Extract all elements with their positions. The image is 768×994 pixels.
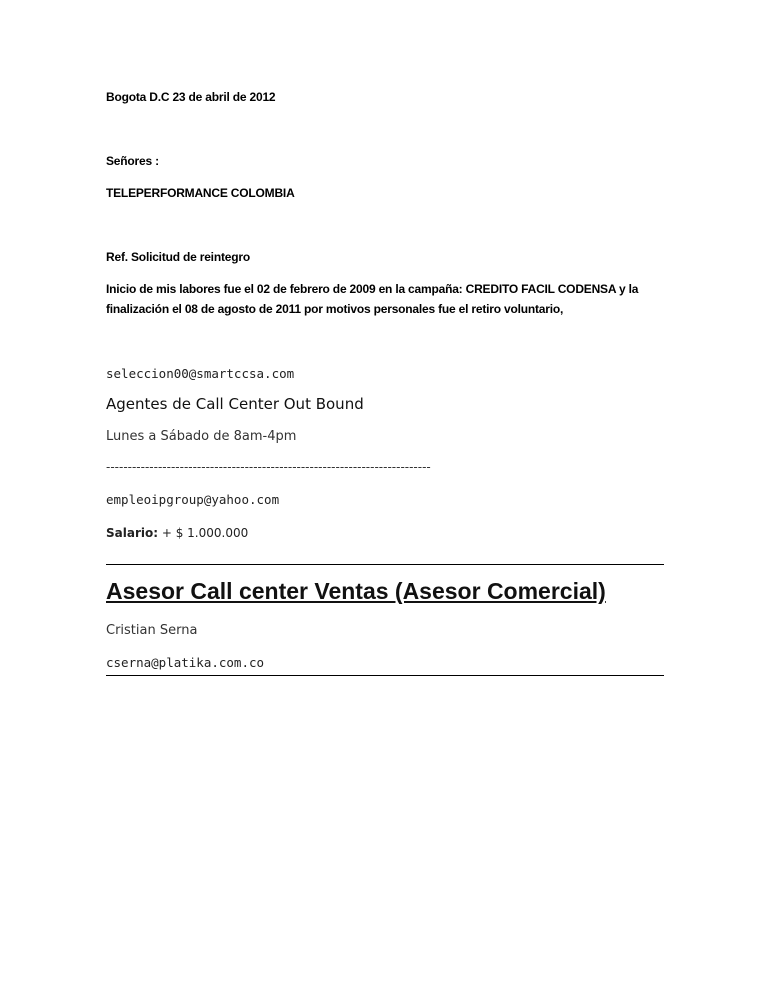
- divider-bottom: [106, 675, 664, 676]
- dashed-separator: ---------------------------------------------------------------------------: [106, 460, 431, 474]
- body-line-2: finalización el 08 de agosto de 2011 por motivos personales fue el retiro voluntario,: [106, 302, 564, 316]
- job-title-2: Asesor Call center Ventas (Asesor Comercial): [106, 578, 606, 604]
- job-title-1: Agentes de Call Center Out Bound: [106, 395, 364, 413]
- salutation: Señores :: [106, 154, 159, 168]
- body-line-1: Inicio de mis labores fue el 02 de febrero de 2009 en la campaña: CREDITO FACIL CODENSA y la: [106, 282, 639, 296]
- company-name: TELEPERFORMANCE COLOMBIA: [106, 186, 295, 200]
- contact-email-2: empleoipgroup@yahoo.com: [106, 492, 280, 507]
- divider-top: [106, 564, 664, 565]
- salary-line: [106, 526, 248, 540]
- contact-email-1: seleccion00@smartccsa.com: [106, 366, 295, 381]
- salary-label: Salario:: [106, 526, 159, 540]
- reference-line: Ref. Solicitud de reintegro: [106, 250, 250, 264]
- schedule-text: Lunes a Sábado de 8am-4pm: [106, 429, 297, 444]
- salary-value: + $ 1.000.000: [158, 526, 249, 540]
- date-line: Bogota D.C 23 de abril de 2012: [106, 90, 276, 104]
- contact-name: Cristian Serna: [106, 623, 198, 638]
- contact-email-3: cserna@platika.com.co: [106, 655, 265, 670]
